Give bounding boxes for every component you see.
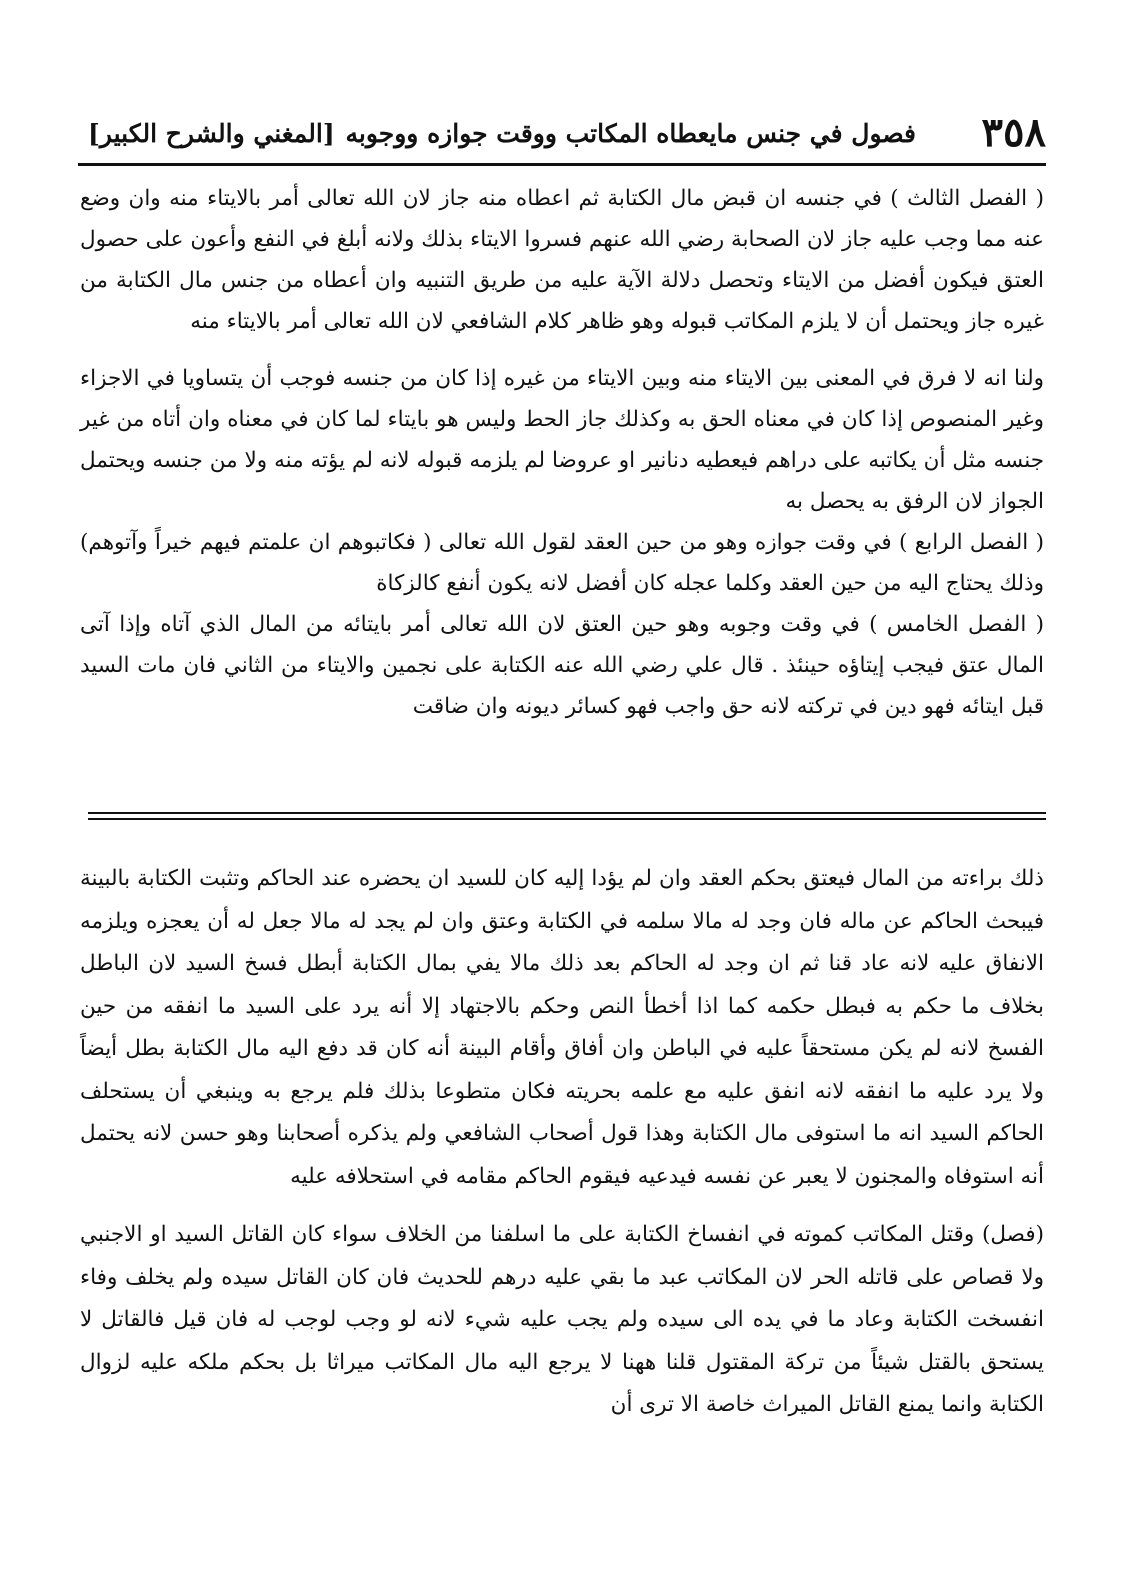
paragraph-fifth-section: ( الفصل الخامس ) في وقت وجوبه وهو حين العتق لان الله تعالى أمر بايتائه من المال الذي آتاه وإذا آتى المال عتق فيجب إيتاؤه حينئذ . قال علي رضي الله عنه الكتابة على نجمين والايتاء من الثاني فان مات السيد قبل ايتائه فهو دين في تركته لانه حق واجب فهو كسائر ديونه وان ضاقت bbox=[80, 612, 1044, 719]
paragraph-killing-of-mukatab: (فصل) وقتل المكاتب كموته في انفساخ الكتابة على ما اسلفنا من الخلاف سواء كان القاتل السيد او الاجنبي ولا قصاص على قاتله الحر لان المكاتب عبد ما بقي عليه درهم للحديث فان كان القاتل سيده ولم يخلف وفاء انفسخت الكتابة وعاد ما في يده الى سيده ولم يجب عليه شيء لانه لو وجب لوجب له فان قيل فالقاتل لا يستحق بالقتل شيئاً من تركة المقتول قلنا ههنا لا يرجع اليه مال المكاتب ميراثا بل بحكم ملكه عليه لزوال الكتابة وانما يمنع القاتل الميراث خاصة الا ترى أن bbox=[80, 1222, 1044, 1417]
paragraph-third-section: ( الفصل الثالث ) في جنسه ان قبض مال الكتابة ثم اعطاه منه جاز لان الله تعالى أمر بالايتاء منه وان وضع عنه مما وجب عليه جاز لان الصحابة رضي الله عنهم فسروا الايتاء بذلك ولانه أبلغ في النفع وأعون على حصول العتق فيكون أفضل من الايتاء وتحصل دلالة الآية عليه من طريق التنبيه وان أعطاه من جنس مال الكتابة من غيره جاز ويحتمل أن لا يلزم المكاتب قبوله وهو ظاهر كلام الشافعي لان الله تعالى أمر بالايتاء منه bbox=[80, 186, 1044, 334]
upper-text-block bbox=[80, 178, 1044, 727]
chapter-title: فصول في جنس مايعطاه المكاتب ووقت جوازه ووجوبه bbox=[345, 119, 916, 148]
section-divider bbox=[88, 812, 1046, 814]
lower-text-block bbox=[80, 858, 1044, 1427]
page-number: ٣٥٨ bbox=[981, 109, 1046, 156]
paragraph-rebuttal: ولنا انه لا فرق في المعنى بين الايتاء منه وبين الايتاء من غيره إذا كان من جنسه فوجب أن يتساويا في الاجزاء وغير المنصوص إذا كان في معناه الحق به وكذلك جاز الحط وليس هو بايتاء لما كان في معناه وان أتاه من غير جنسه مثل أن يكاتبه على دراهم فيعطيه دنانير او عروضا لم يلزمه قبوله لانه لم يؤته منه ولا من جنسه ويحتمل الجواز لان الرفق به يحصل به bbox=[80, 366, 1044, 514]
section-divider-second bbox=[88, 818, 1046, 820]
paragraph-commentary: ذلك براءته من المال فيعتق بحكم العقد وان لم يؤدا إليه كان للسيد ان يحضره عند الحاكم وتثبت الكتابة بالبينة فيبحث الحاكم عن ماله فان وجد له مالا سلمه في الكتابة وعتق وان لم يجد له مالا جعل له أن يعجزه ويلزمه الانفاق عليه لانه عاد قنا ثم ان وجد له الحاكم بعد ذلك مالا يفي بمال الكتابة أبطل فسخ السيد لان الباطل بخلاف ما حكم به فبطل حكمه كما اذا أخطأ النص وحكم بالاجتهاد إلا أنه يرد على السيد ما انفقه من حين الفسخ لانه لم يكن مستحقاً عليه في الباطن وان أفاق وأقام البينة أنه كان قد دفع اليه مال الكتابة بطل أيضاً ولا يرد عليه ما انفقه لانه انفق عليه مع علمه بحريته فكان متطوعا بذلك فلم يرجع به وينبغي أن يستحلف الحاكم السيد انه ما استوفى مال الكتابة وهذا قول أصحاب الشافعي ولم يذكره أصحابنا وهو حسن لانه يحتمل أنه استوفاه والمجنون لا يعبر عن نفسه فيدعيه فيقوم الحاكم مقامه في استحلافه عليه bbox=[80, 866, 1044, 1189]
book-title: [المغني والشرح الكبير] bbox=[88, 119, 335, 148]
header-rule bbox=[78, 163, 1046, 166]
paragraph-fourth-section: ( الفصل الرابع ) في وقت جوازه وهو من حين العقد لقول الله تعالى ( فكاتبوهم ان علمتم فيهم خيراً وآتوهم) وذلك يحتاج اليه من حين العقد وكلما عجله كان أفضل لانه يكون أنفع كالزكاة bbox=[80, 530, 1044, 596]
page-header bbox=[88, 108, 1046, 158]
